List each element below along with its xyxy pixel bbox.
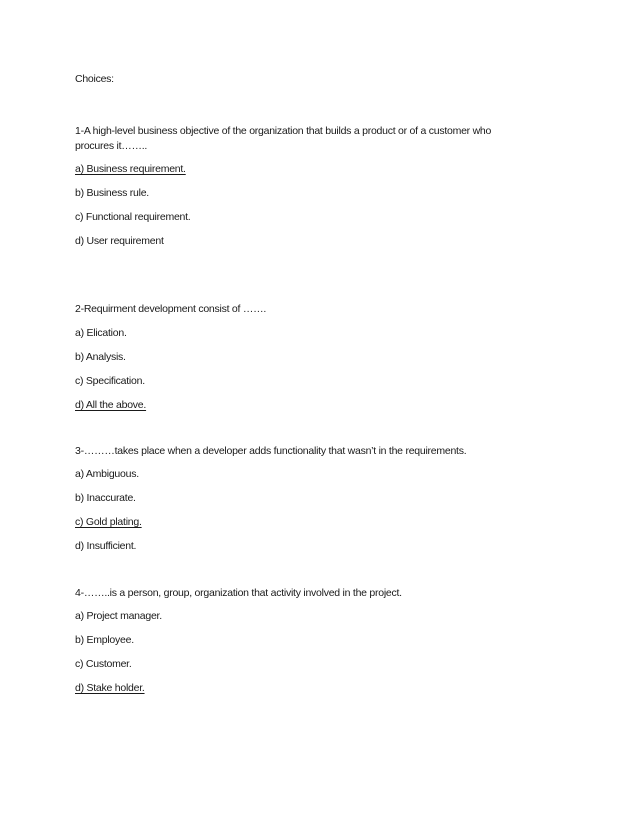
question-1-option-d: d) User requirement [75,235,164,247]
question-1-option-a-correct: a) Business requirement. [75,163,186,175]
question-2-option-a: a) Elication. [75,327,127,339]
question-3-option-b: b) Inaccurate. [75,492,136,504]
question-4-option-d-correct: d) Stake holder. [75,682,145,694]
question-1-text-line-1: 1-A high-level business objective of the organization that builds a product or of a customer who [75,125,492,137]
question-2-text: 2-Requirment development consist of ……. [75,303,267,315]
question-2-option-b: b) Analysis. [75,351,126,363]
question-1-text-line-2: procures it…….. [75,140,148,152]
question-3-option-d: d) Insufficient. [75,540,137,552]
question-3-option-c-correct: c) Gold plating. [75,516,142,528]
question-4-option-b: b) Employee. [75,634,134,646]
question-4-text: 4-……..is a person, group, organization that activity involved in the project. [75,587,402,599]
question-2-option-c: c) Specification. [75,375,145,387]
question-3-option-a: a) Ambiguous. [75,468,139,480]
choices-heading: Choices: [75,73,114,85]
question-1-option-b: b) Business rule. [75,187,149,199]
question-2-option-d-correct: d) All the above. [75,399,147,411]
question-4-option-a: a) Project manager. [75,610,162,622]
question-3-text: 3-………takes place when a developer adds functionality that wasn’t in the requirements. [75,445,467,457]
question-4-option-c: c) Customer. [75,658,132,670]
question-1-option-c: c) Functional requirement. [75,211,191,223]
